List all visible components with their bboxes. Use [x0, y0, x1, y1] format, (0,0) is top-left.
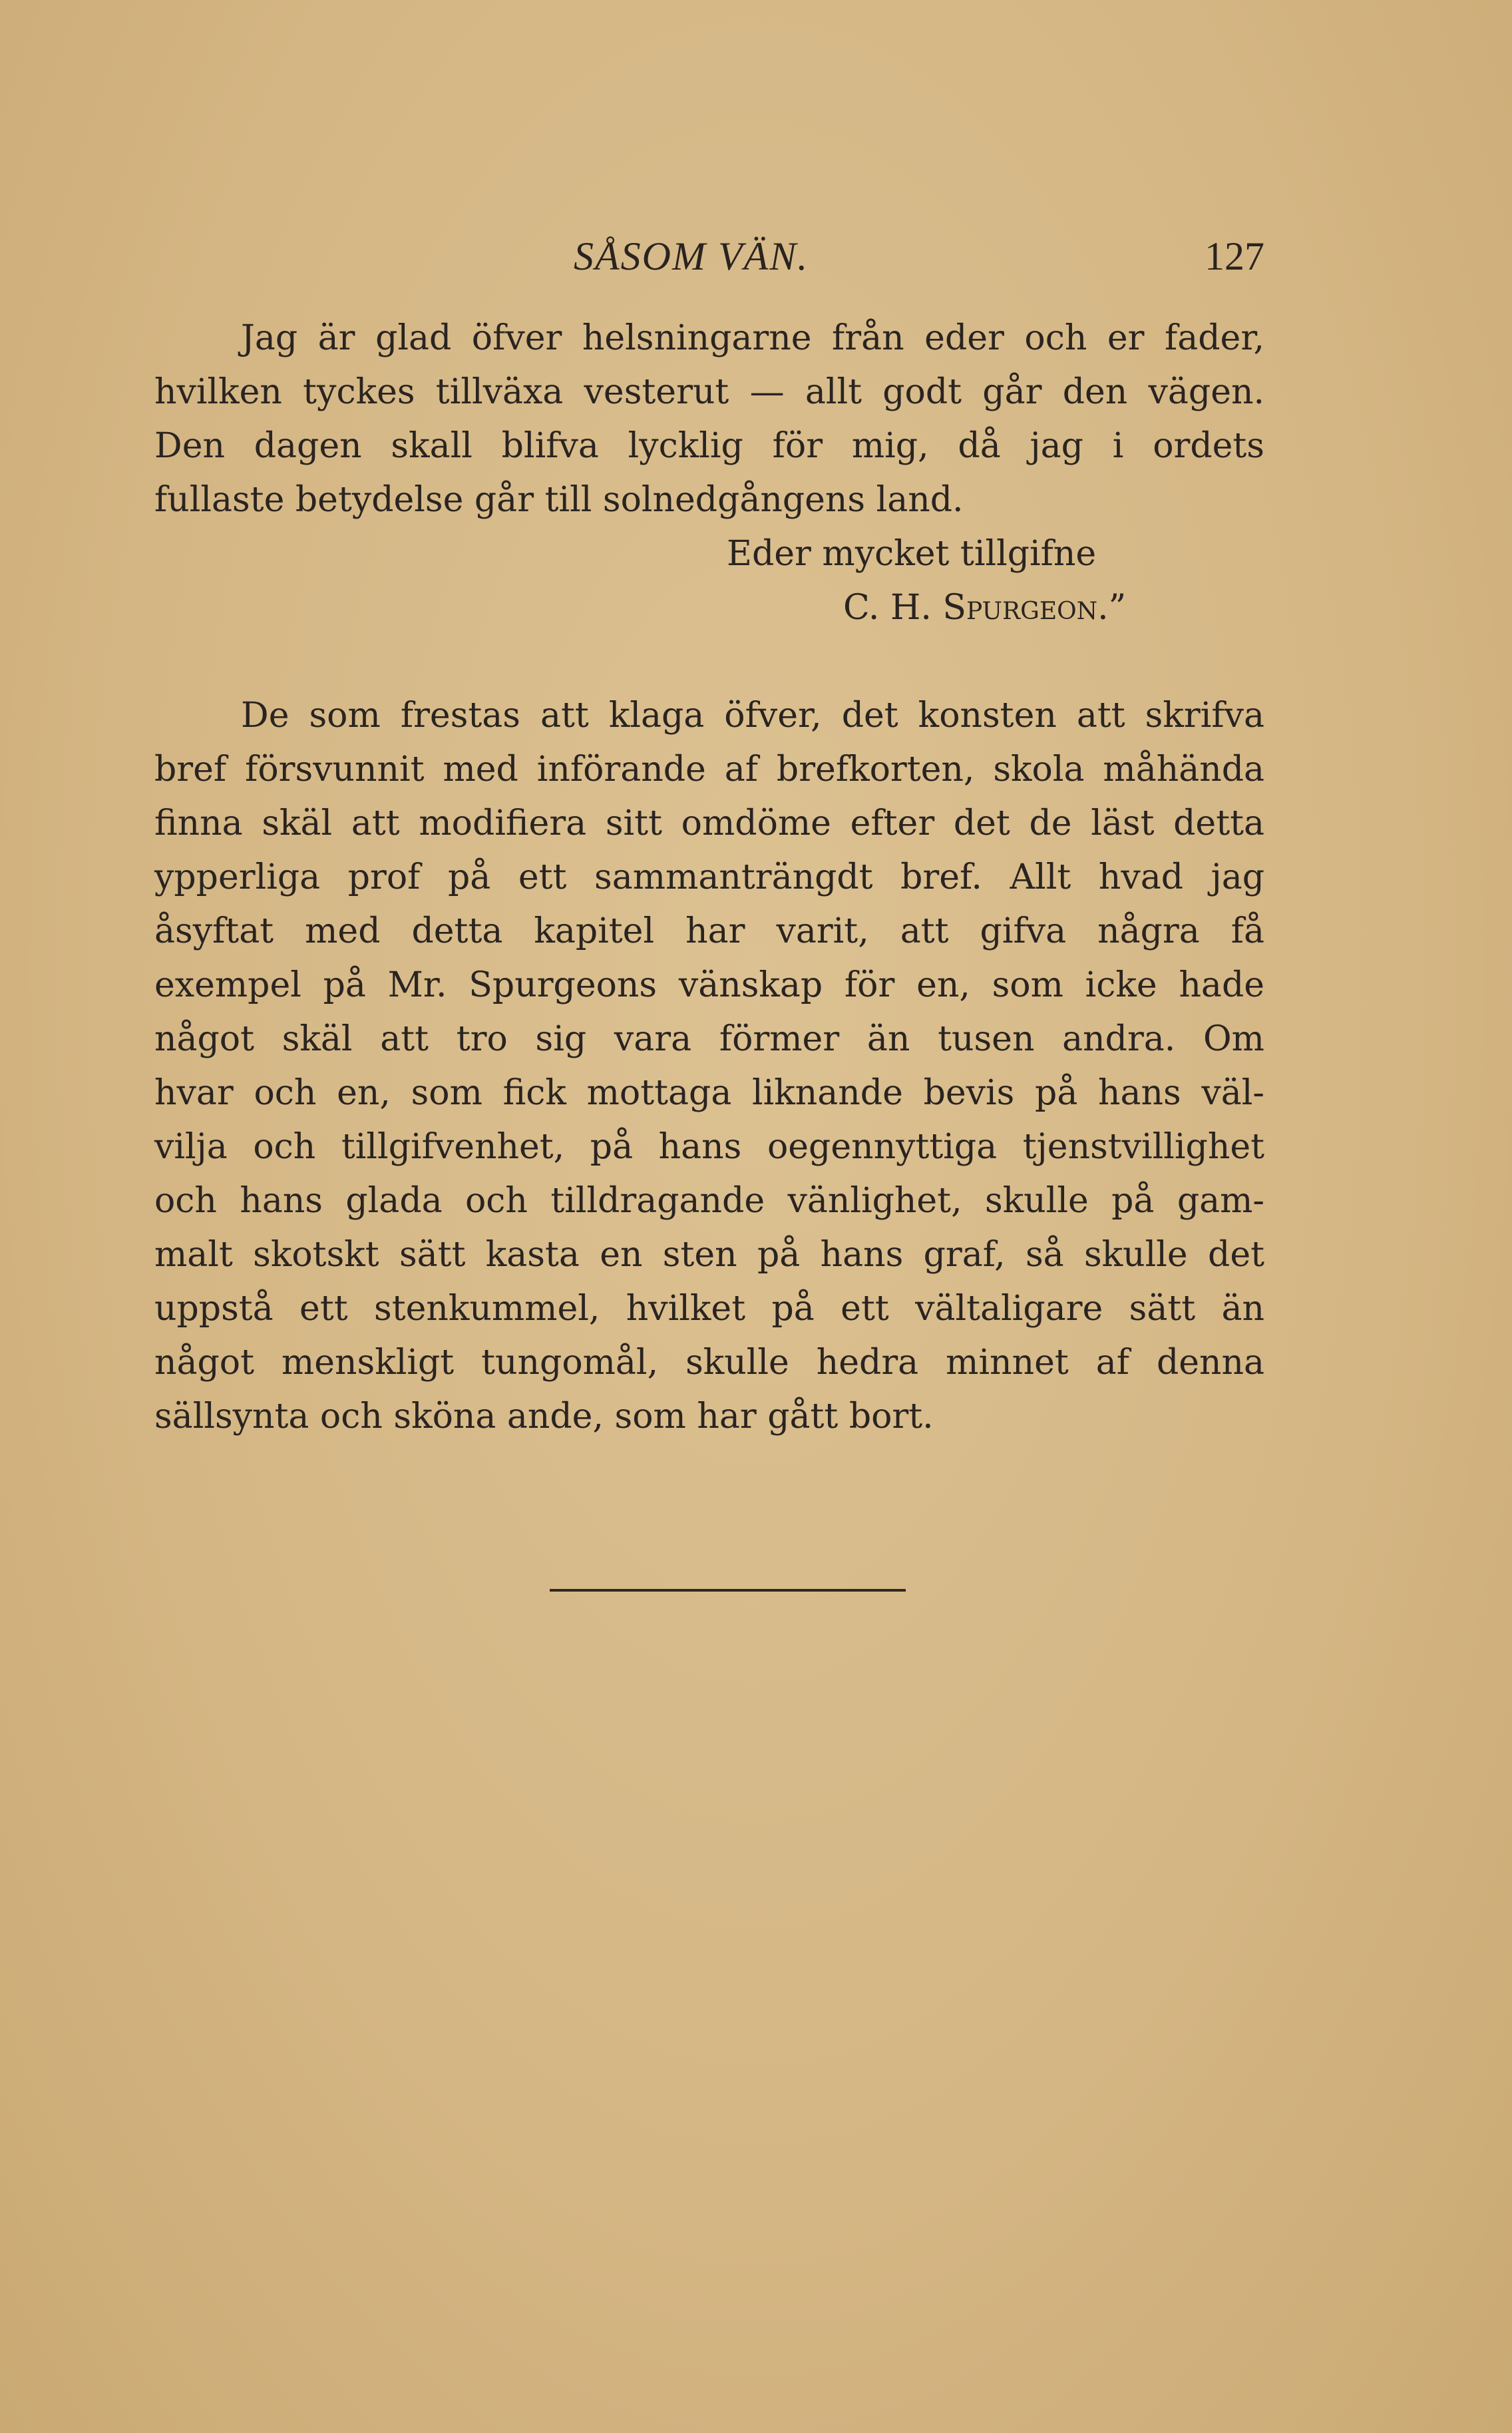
paragraph-line: finna skäl att modifiera sitt omdöme efter det de läst detta — [154, 803, 1264, 843]
paragraph-line: hvar och en, som fick mottaga liknande bevis på hans väl- — [154, 1073, 1264, 1113]
paragraph-line: malt skotskt sätt kasta en sten på hans graf, så skulle det — [154, 1235, 1264, 1275]
letter-signature — [154, 581, 1264, 635]
paragraph-line: De som frestas att klaga öfver, det konsten att skrifva — [241, 696, 1264, 736]
running-title: SÅSOM VÄN. — [574, 234, 809, 278]
letter-line: Jag är glad öfver helsningarne från eder och er fader, — [241, 318, 1264, 358]
page-header — [154, 230, 1264, 283]
paragraph-line: ypperliga prof på ett sammanträngdt bref. Allt hvad jag — [154, 857, 1264, 897]
paragraph-line: och hans glada och tilldragande vänlighet, skulle på gam- — [154, 1181, 1264, 1221]
paragraph-gap — [154, 635, 1264, 689]
letter-line: fullaste betydelse går till solnedgångens land. — [154, 480, 964, 520]
section-end-rule — [550, 1589, 906, 1592]
letter-line: hvilken tyckes tillväxa vesterut — allt godt går den vägen. — [154, 372, 1264, 412]
paragraph-line: sällsynta och sköna ande, som har gått bort. — [154, 1397, 934, 1437]
paragraph-line: uppstå ett stenkummel, hvilket på ett vältaligare sätt än — [154, 1289, 1264, 1329]
paragraph-line: bref försvunnit med införande af brefkorten, skola måhända — [154, 750, 1264, 789]
signature-name: Spurgeon.” — [942, 588, 1127, 628]
page-number: 127 — [1205, 234, 1264, 278]
letter-closing: Eder mycket tillgifne — [727, 534, 1097, 574]
paragraph-line: åsyftat med detta kapitel har varit, att gifva några få — [154, 911, 1264, 951]
letter-line: Den dagen skall blifva lycklig för mig, då jag i ordets — [154, 426, 1264, 466]
text-block — [154, 312, 1264, 1444]
main-paragraph — [154, 689, 1264, 1444]
paragraph-line: något skäl att tro sig vara förmer än tusen andra. Om — [154, 1019, 1264, 1059]
letter-end — [154, 312, 1264, 635]
paragraph-line: exempel på Mr. Spurgeons vänskap för en, som icke hade — [154, 965, 1264, 1005]
signature-initials: C. H. — [843, 588, 932, 628]
paragraph-line: vilja och tillgifvenhet, på hans oegennyttiga tjenstvillighet — [154, 1127, 1264, 1167]
paragraph-line: något menskligt tungomål, skulle hedra minnet af denna — [154, 1343, 1264, 1383]
